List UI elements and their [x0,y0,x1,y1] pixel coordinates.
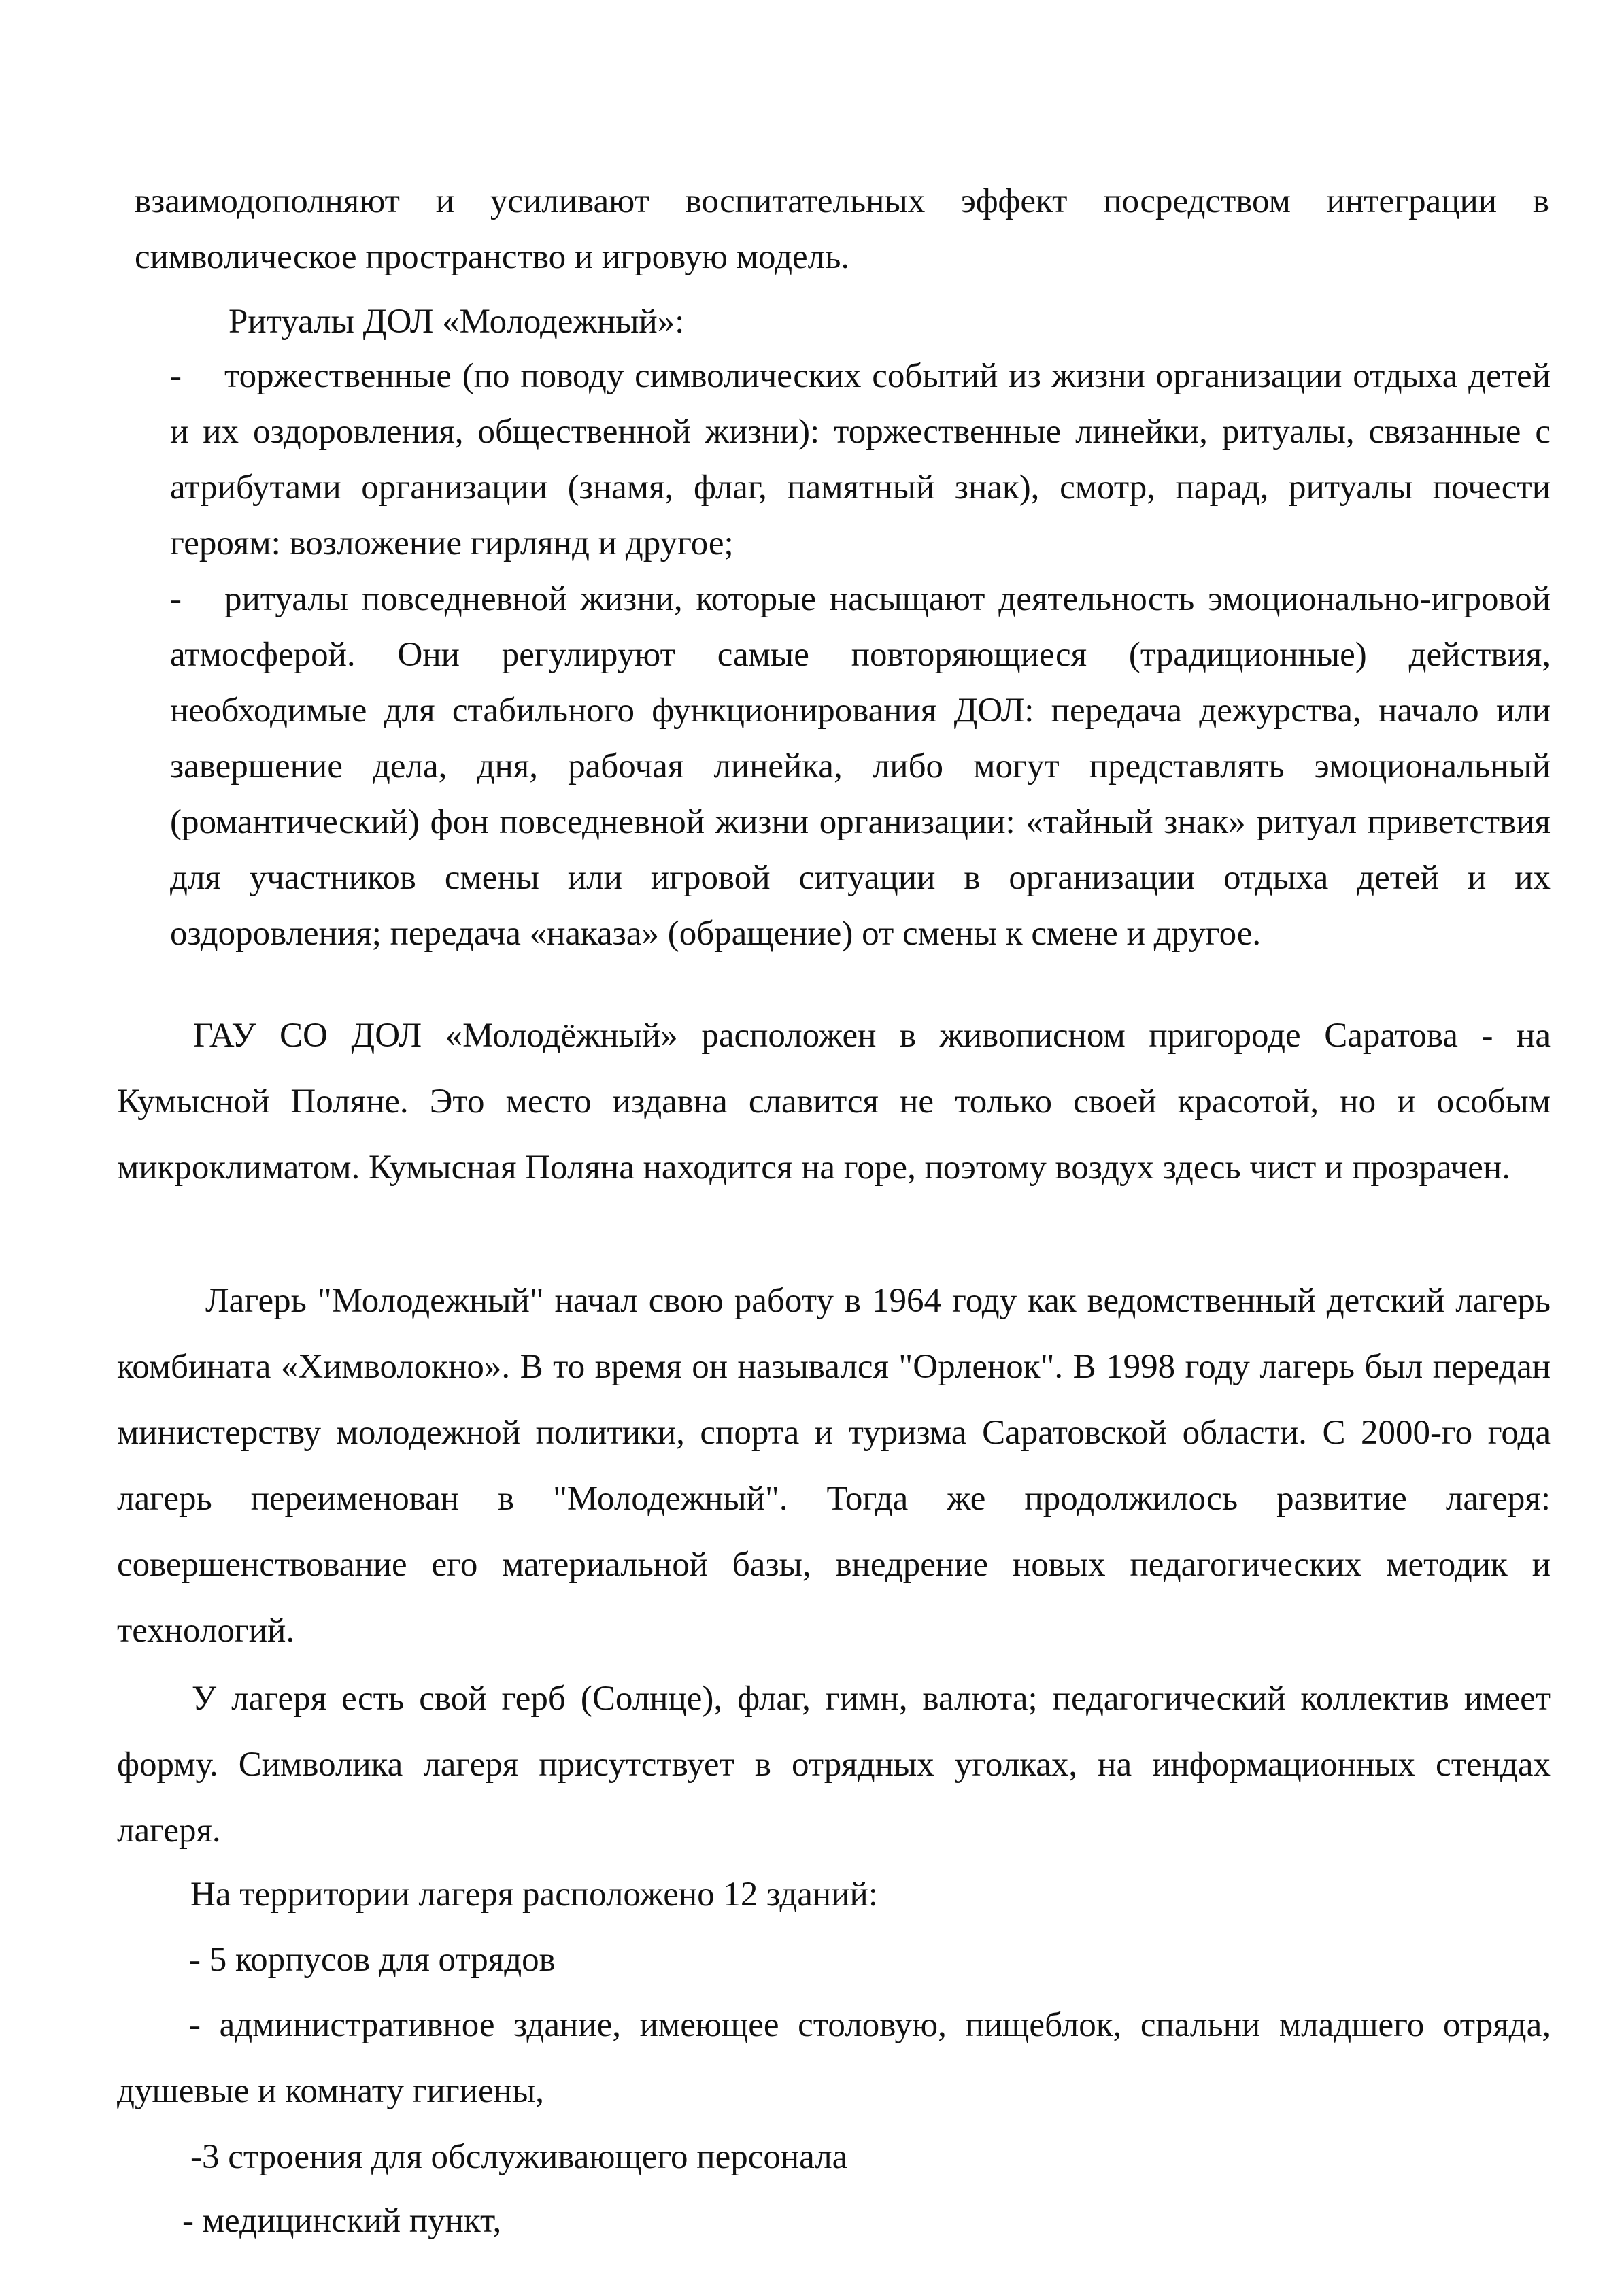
symbols-paragraph: У лагеря есть свой герб (Солнце), флаг, гимн, валюта; педагогический коллектив имеет форму. Символика лагеря присутствует в отрядных уголках, на информационных стендах лагеря. [117,1680,1551,1850]
territory-heading: На территории лагеря расположено 12 зданий: [190,1875,878,1914]
bullet-marker: - [170,580,182,618]
list-item: - медицинский пункт, [182,2202,502,2240]
ritual-bullet-ceremonial [170,348,1551,571]
ritual-bullet-everyday [170,571,1551,962]
list-item: -3 строения для обслуживающего персонала [190,2138,848,2176]
history-paragraph: Лагерь "Молодежный" начал свою работу в 1964 году как ведомственный детский лагерь комбината «Химволокно». В то время он назывался "Орленок". В 1998 году лагерь был передан министерству молодежной политики, спорта и туризма Саратовской области. С 2000-го года лагерь переименован в "Молодежный". Тогда же продолжилось развитие лагеря: совершенствование его материальной базы, внедрение новых педагогических методик и технологий. [117,1282,1551,1650]
bullet-text: ритуалы повседневной жизни, которые насыщают деятельность эмоционально-игровой атмосферой. Они регулируют самые повторяющиеся (традиционные) действия, необходимые для стабильного функционирования ДОЛ: передача дежурства, начало или завершение дела, дня, рабочая линейка, либо могут представлять эмоциональный (романтический) фон повседневной жизни организации: «тайный знак» ритуал приветствия для участников смены или игровой ситуации в организации отдыха детей и их оздоровления; передача «наказа» (обращение) от смены к смене и другое. [170,580,1551,953]
rituals-heading: Ритуалы ДОЛ «Молодежный»: [229,303,685,341]
bullet-text: торжественные (по поводу символических событий из жизни организации отдыха детей и их оздоровления, общественной жизни): торжественные линейки, ритуалы, связанные с атрибутами организации (знамя, флаг, памятный знак), смотр, парад, ритуалы почести героям: возложение гирлянд и другое; [170,357,1551,562]
intro-paragraph: взаимодополняют и усиливают воспитательных эффект посредством интеграции в символическое пространство и игровую модель. [135,182,1549,276]
list-item: - административное здание, имеющее столовую, пищеблок, спальни младшего отряда, душевые и комнату гигиены, [117,2006,1551,2110]
list-item: - 5 корпусов для отрядов [189,1941,556,1979]
location-paragraph: ГАУ СО ДОЛ «Молодёжный» расположен в живописном пригороде Саратова - на Кумысной Поляне. Это место издавна славится не только своей красотой, но и особым микроклиматом. Кумысная Поляна находится на горе, поэтому воздух здесь чист и прозрачен. [117,1017,1551,1187]
bullet-marker: - [170,357,182,395]
